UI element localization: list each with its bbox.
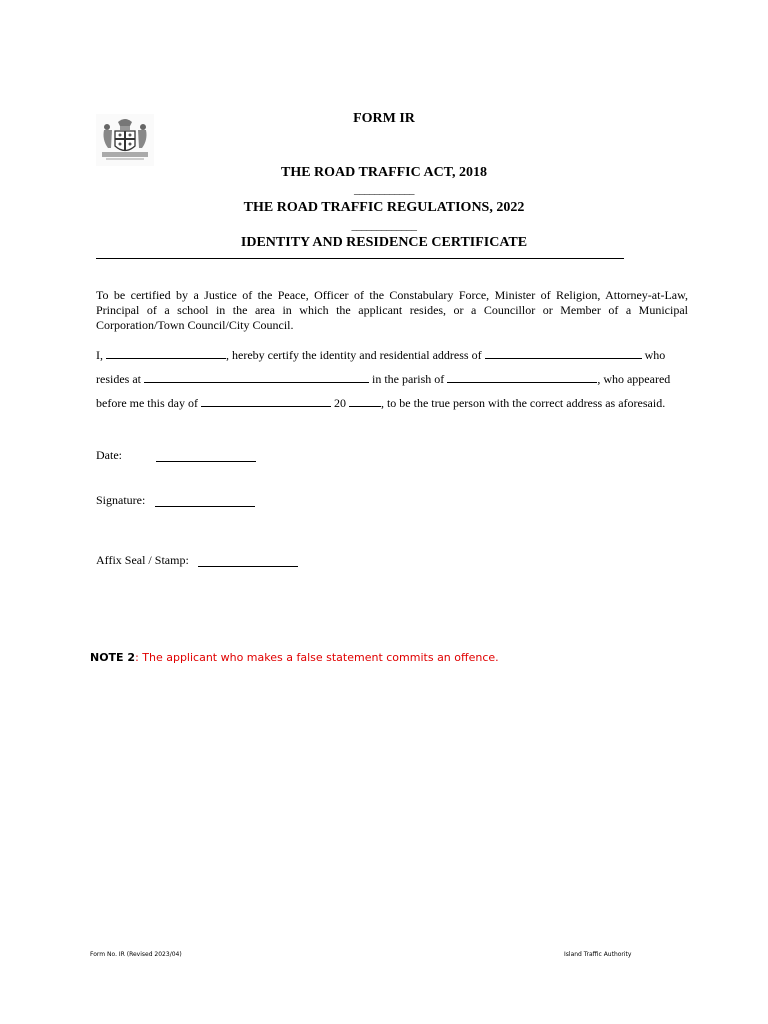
act-title: THE ROAD TRAFFIC ACT, 2018: [280, 165, 487, 180]
year-field[interactable]: [349, 395, 381, 407]
footer-form-number: Form No. IR (Revised 2023/04): [90, 951, 182, 958]
certification-line-3: before me this day of 20 , to be the true person with the correct address as aforesaid.: [96, 396, 666, 410]
seal-field[interactable]: [198, 555, 298, 567]
header-separator: _____________: [351, 220, 417, 232]
signature-row: [96, 493, 145, 508]
name-field[interactable]: [106, 347, 226, 359]
day-field[interactable]: [201, 395, 331, 407]
header-separator: ____________: [354, 184, 414, 196]
applicant-field[interactable]: [485, 347, 642, 359]
regulations-title: THE ROAD TRAFFIC REGULATIONS, 2022: [243, 200, 525, 215]
certification-line-2: resides at in the parish of , who appeared: [96, 372, 671, 386]
header-rule: [96, 258, 624, 259]
date-row: [96, 448, 122, 463]
parish-field[interactable]: [447, 371, 597, 383]
address-field[interactable]: [144, 371, 369, 383]
footer-authority: Island Traffic Authority: [564, 951, 632, 958]
date-label: Date:: [96, 448, 122, 462]
date-field[interactable]: [156, 450, 256, 462]
certificate-title: IDENTITY AND RESIDENCE CERTIFICATE: [240, 235, 528, 250]
signature-field[interactable]: [155, 495, 255, 507]
form-title: FORM IR: [353, 111, 415, 126]
note: [90, 651, 499, 664]
note-label: NOTE 2: [90, 651, 136, 664]
note-text: : The applicant who makes a false statement commits an offence.: [135, 651, 499, 664]
seal-label: Affix Seal / Stamp:: [96, 553, 189, 567]
signature-label: Signature:: [96, 493, 146, 507]
intro-paragraph: To be certified by a Justice of the Peace, Officer of the Constabulary Force, Minister of Religion, Attorney-at-Law, Principal of a school in the area in which the applicant resides, or a Councillor or Member of a Municipal Corporation/Town Council/City Council.: [96, 288, 688, 332]
certification-line-1: I, , hereby certify the identity and residential address of who: [96, 348, 666, 362]
seal-row: [96, 553, 189, 568]
